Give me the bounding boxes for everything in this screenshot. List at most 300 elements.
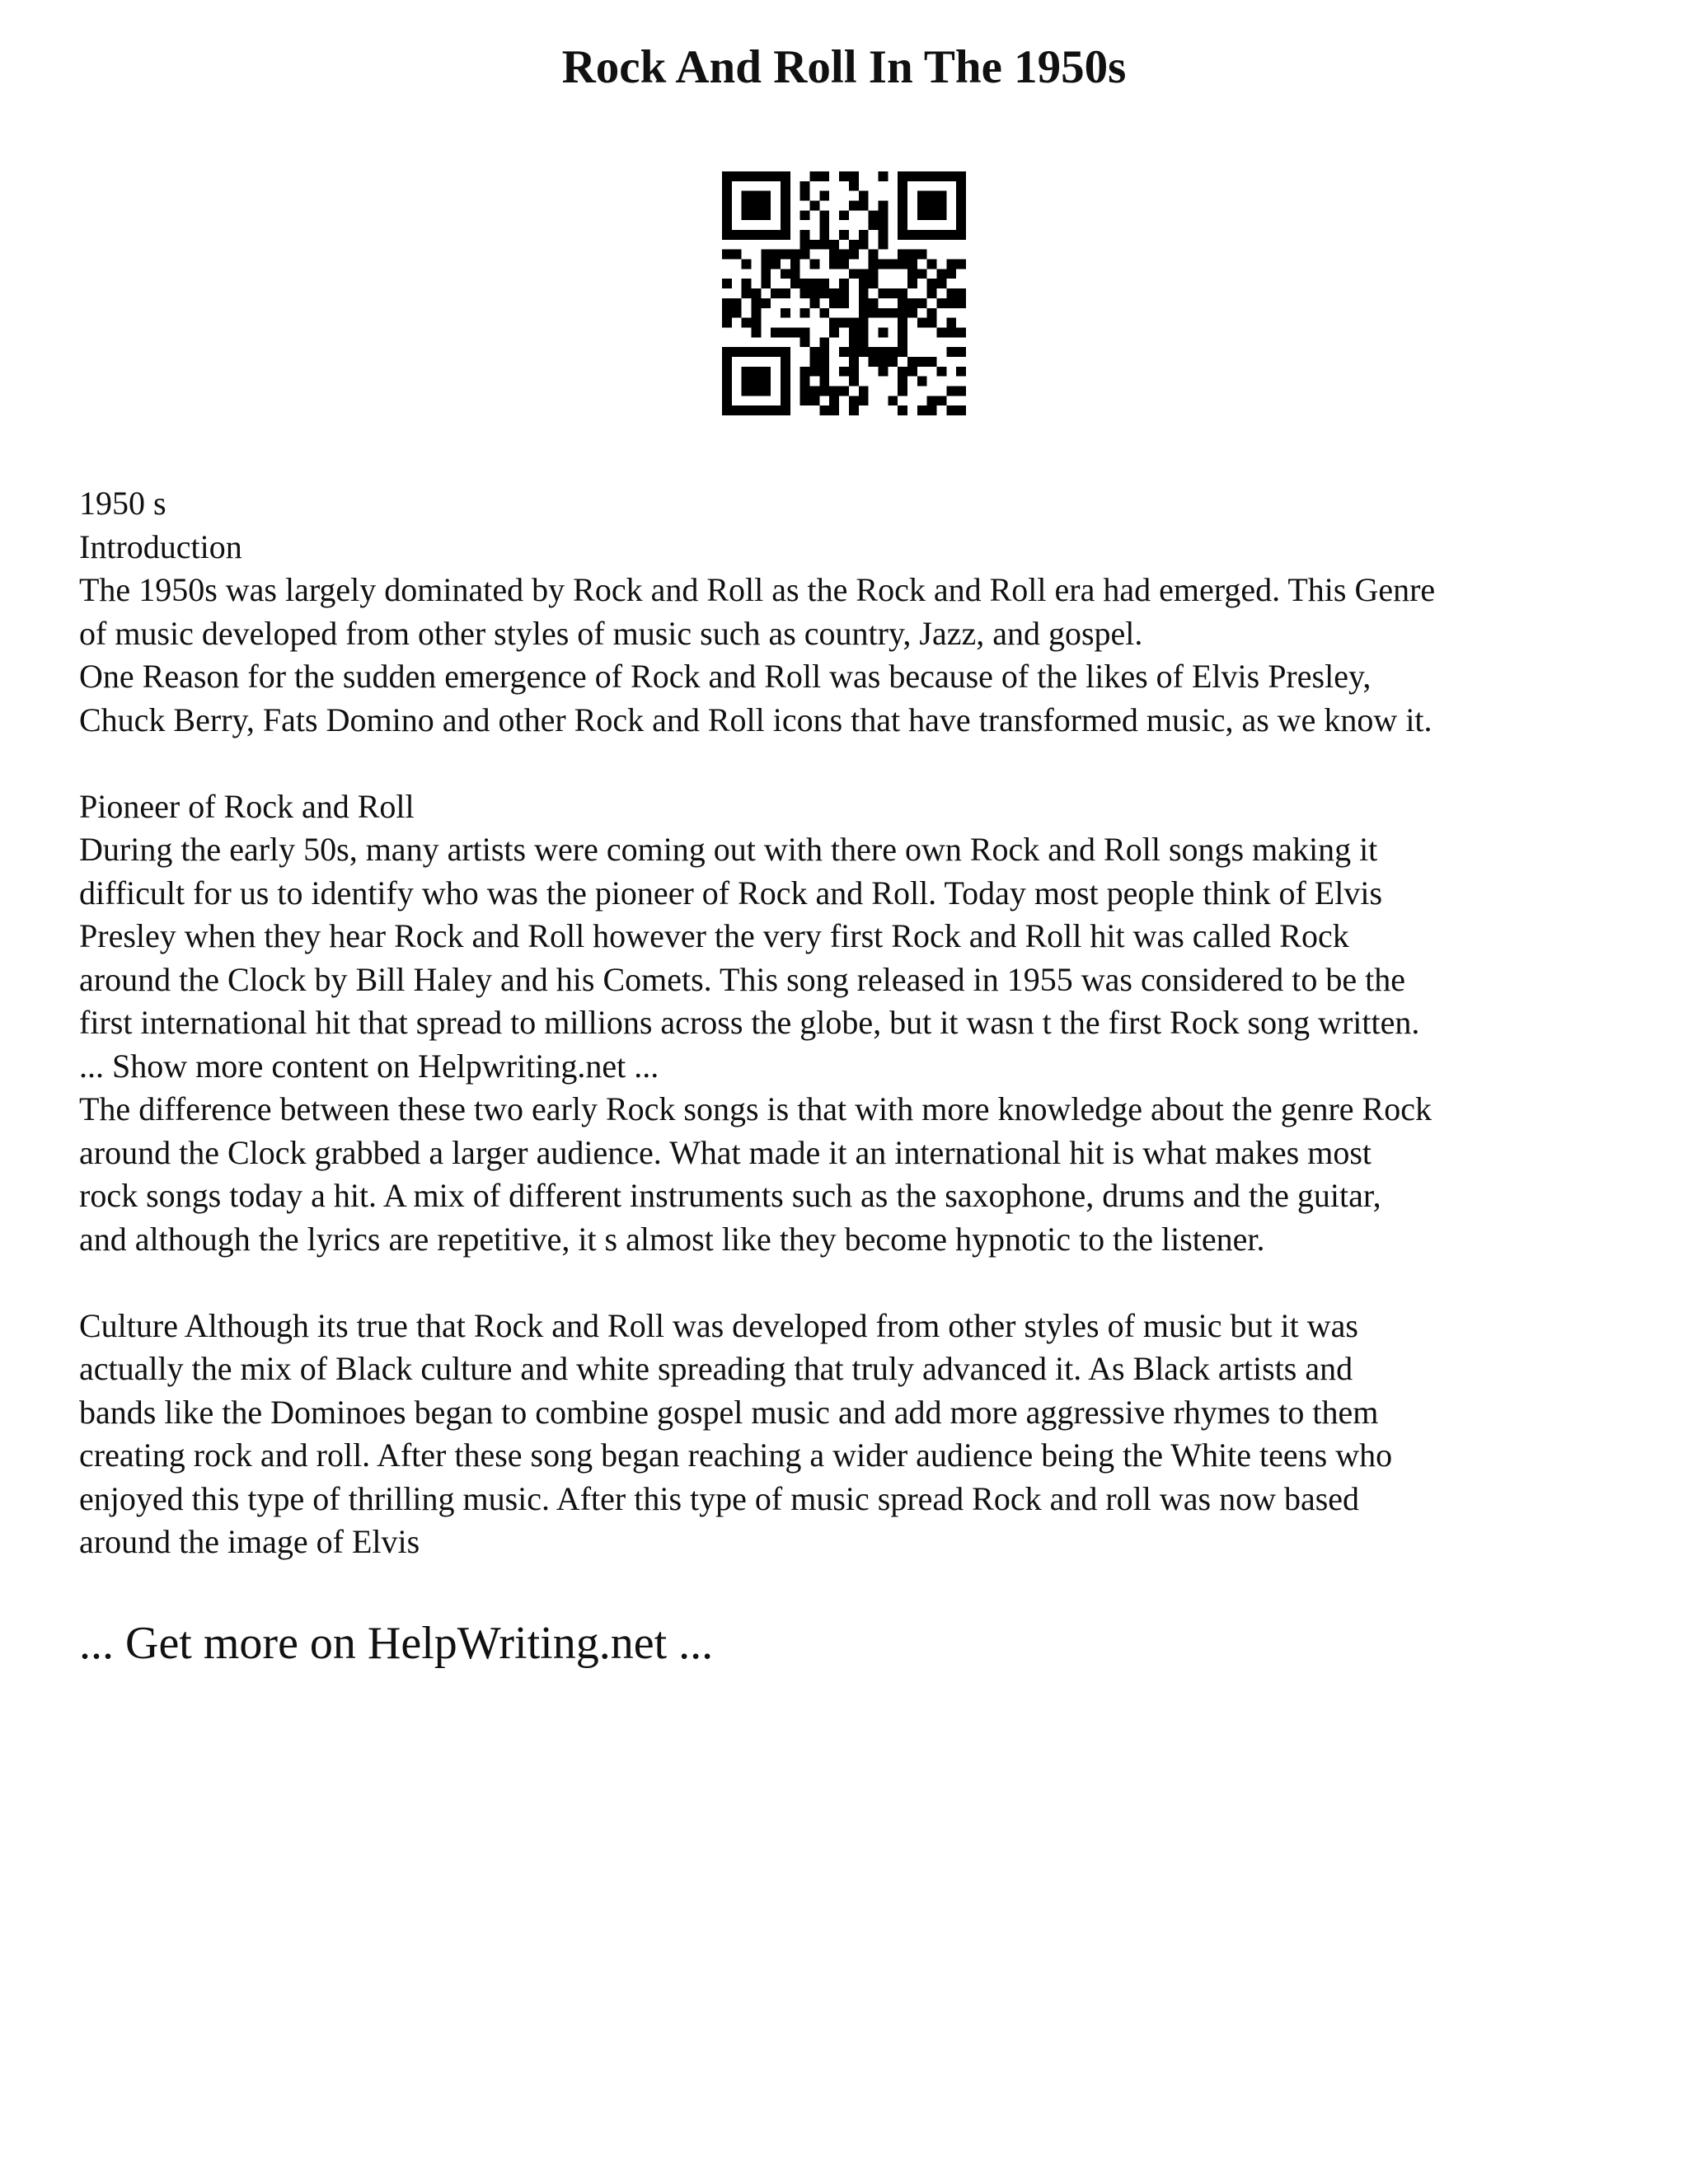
qr-module: [810, 171, 820, 181]
qr-module: [907, 279, 917, 288]
qr-module: [869, 269, 879, 279]
qr-module: [819, 337, 829, 347]
qr-module: [800, 181, 810, 191]
qr-module: [752, 318, 762, 328]
qr-module: [810, 240, 820, 250]
qr-module: [869, 210, 879, 220]
qr-module: [898, 230, 907, 240]
qr-module: [917, 191, 927, 201]
qr-module: [732, 347, 742, 357]
qr-module: [781, 210, 790, 220]
qr-module: [849, 269, 859, 279]
qr-module: [742, 405, 752, 415]
qr-module: [800, 210, 810, 220]
qr-module: [859, 396, 869, 405]
qr-module: [869, 250, 879, 260]
qr-module: [781, 171, 790, 181]
qr-module: [946, 386, 956, 396]
qr-module: [898, 260, 907, 269]
qr-module: [917, 298, 927, 308]
qr-module: [829, 298, 839, 308]
qr-module: [722, 171, 732, 181]
text-line: Chuck Berry, Fats Domino and other Rock and Roll icons that have transformed music, as we know it.: [79, 701, 1432, 738]
qr-module: [839, 347, 849, 357]
qr-module: [722, 405, 732, 415]
qr-module: [839, 210, 849, 220]
qr-module: [761, 210, 771, 220]
qr-module: [898, 298, 907, 308]
qr-module: [771, 260, 781, 269]
qr-module: [722, 279, 732, 288]
qr-module: [829, 318, 839, 328]
qr-module: [722, 318, 732, 328]
qr-module: [946, 171, 956, 181]
qr-module: [956, 201, 966, 211]
qr-module: [849, 171, 859, 181]
qr-module: [742, 210, 752, 220]
qr-module: [819, 367, 829, 377]
qr-module: [859, 308, 869, 318]
qr-module: [752, 191, 762, 201]
qr-module: [781, 347, 790, 357]
qr-module: [869, 357, 879, 367]
qr-module: [800, 308, 810, 318]
qr-module: [722, 220, 732, 230]
qr-module: [781, 250, 790, 260]
qr-module: [810, 279, 820, 288]
qr-module: [898, 318, 907, 328]
qr-module: [722, 181, 732, 191]
qr-module: [761, 279, 771, 288]
qr-module: [742, 318, 752, 328]
qr-module: [956, 386, 966, 396]
qr-module: [732, 308, 742, 318]
qr-module: [742, 386, 752, 396]
qr-module: [819, 191, 829, 201]
qr-module: [761, 230, 771, 240]
qr-module: [810, 396, 820, 405]
qr-module: [722, 367, 732, 377]
qr-module: [917, 269, 927, 279]
qr-module: [790, 279, 800, 288]
qr-module: [781, 220, 790, 230]
qr-module: [927, 396, 937, 405]
text-line: Presley when they hear Rock and Roll however the very first Rock and Roll hit was called Rock: [79, 917, 1349, 954]
text-line: The 1950s was largely dominated by Rock and Roll as the Rock and Roll era had emerged. This Genre: [79, 571, 1436, 608]
qr-module: [781, 201, 790, 211]
qr-module: [810, 288, 820, 298]
qr-module: [927, 191, 937, 201]
qr-module: [907, 357, 917, 367]
qr-module: [849, 347, 859, 357]
get-more-link[interactable]: ... Get more on HelpWriting.net ...: [79, 1618, 714, 1669]
qr-module: [800, 230, 810, 240]
qr-module: [878, 357, 888, 367]
qr-module: [752, 327, 762, 337]
text-line: rock songs today a hit. A mix of different instruments such as the saxophone, drums and the guitar,: [79, 1177, 1381, 1214]
qr-module: [819, 240, 829, 250]
qr-module: [936, 396, 946, 405]
qr-module: [936, 367, 946, 377]
qr-module: [790, 269, 800, 279]
qr-module: [917, 318, 927, 328]
qr-module: [946, 269, 956, 279]
qr-module: [810, 357, 820, 367]
qr-module: [898, 377, 907, 387]
qr-module: [829, 240, 839, 250]
qr-module: [849, 377, 859, 387]
qr-module: [859, 386, 869, 396]
qr-module: [946, 230, 956, 240]
qr-module: [742, 279, 752, 288]
qr-module: [819, 279, 829, 288]
qr-module: [927, 260, 937, 269]
qr-module: [800, 191, 810, 201]
qr-module: [898, 220, 907, 230]
qr-module: [839, 367, 849, 377]
qr-module: [761, 171, 771, 181]
qr-module: [888, 347, 898, 357]
qr-module: [781, 230, 790, 240]
qr-module: [927, 210, 937, 220]
qr-module: [752, 308, 762, 318]
qr-module: [819, 288, 829, 298]
qr-module: [761, 269, 771, 279]
qr-module: [839, 318, 849, 328]
culture-paragraph: [79, 1305, 1629, 1564]
qr-module: [946, 347, 956, 357]
qr-module: [878, 240, 888, 250]
qr-module: [936, 298, 946, 308]
qr-module: [761, 250, 771, 260]
qr-module: [800, 377, 810, 387]
qr-module: [917, 230, 927, 240]
qr-module: [849, 240, 859, 250]
qr-module: [781, 377, 790, 387]
qr-module: [936, 191, 946, 201]
qr-module: [849, 367, 859, 377]
qr-module: [859, 337, 869, 347]
text-line: first international hit that spread to millions across the globe, but it wasn t the first Rock song written.: [79, 1004, 1420, 1041]
text-line: around the image of Elvis: [79, 1523, 420, 1560]
qr-module: [878, 288, 888, 298]
qr-module: [742, 191, 752, 201]
qr-module: [732, 230, 742, 240]
qr-module: [898, 337, 907, 347]
qr-module: [917, 171, 927, 181]
text-line: Culture Although its true that Rock and Roll was developed from other styles of music but it was: [79, 1306, 1358, 1344]
qr-module: [742, 377, 752, 387]
qr-module: [819, 308, 829, 318]
text-line: of music developed from other styles of music such as country, Jazz, and gospel.: [79, 614, 1143, 652]
qr-module: [869, 308, 879, 318]
qr-module: [829, 386, 839, 396]
qr-module: [859, 240, 869, 250]
qr-module: [771, 250, 781, 260]
qr-module: [898, 405, 907, 415]
qr-module: [849, 405, 859, 415]
qr-module: [956, 230, 966, 240]
text-line: One Reason for the sudden emergence of Rock and Roll was because of the likes of Elvis Presley,: [79, 658, 1372, 695]
qr-module: [810, 298, 820, 308]
qr-module: [956, 210, 966, 220]
qr-module: [752, 367, 762, 377]
qr-module: [859, 269, 869, 279]
qr-module: [956, 288, 966, 298]
qr-module: [800, 250, 810, 260]
qr-module: [761, 298, 771, 308]
qr-module: [839, 298, 849, 308]
qr-module: [859, 230, 869, 240]
qr-module: [742, 201, 752, 211]
qr-module: [936, 269, 946, 279]
qr-module: [819, 347, 829, 357]
qr-module: [878, 308, 888, 318]
qr-module: [859, 288, 869, 298]
qr-module: [752, 405, 762, 415]
qr-module: [752, 210, 762, 220]
qr-module: [898, 210, 907, 220]
qr-module: [781, 269, 790, 279]
qr-module: [849, 318, 859, 328]
qr-module: [869, 279, 879, 288]
text-line: bands like the Dominoes began to combine gospel music and add more aggressive rhymes to them: [79, 1393, 1379, 1431]
qr-module: [878, 201, 888, 211]
qr-module: [781, 191, 790, 201]
difference-paragraph: [79, 1088, 1629, 1261]
qr-module: [800, 288, 810, 298]
qr-module: [907, 269, 917, 279]
qr-module: [898, 181, 907, 191]
qr-module: [761, 260, 771, 269]
paragraph-gap: [79, 1261, 1629, 1305]
qr-module: [800, 240, 810, 250]
qr-module: [781, 308, 790, 318]
qr-module: [878, 327, 888, 337]
qr-module: [761, 201, 771, 211]
qr-module: [810, 386, 820, 396]
qr-module: [819, 405, 829, 415]
qr-module: [800, 367, 810, 377]
qr-module: [956, 260, 966, 269]
qr-module: [781, 367, 790, 377]
qr-module: [800, 327, 810, 337]
qr-module: [956, 220, 966, 230]
qr-module: [849, 201, 859, 211]
qr-module: [859, 279, 869, 288]
qr-module: [859, 318, 869, 328]
qr-module: [819, 386, 829, 396]
paragraph-gap: [79, 742, 1629, 785]
qr-module: [927, 308, 937, 318]
qr-module: [956, 181, 966, 191]
qr-module: [878, 220, 888, 230]
qr-module: [859, 201, 869, 211]
qr-module: [839, 386, 849, 396]
qr-module: [859, 191, 869, 201]
qr-module: [849, 181, 859, 191]
qr-module: [869, 260, 879, 269]
text-line: creating rock and roll. After these song began reaching a wider audience being the White teens who: [79, 1436, 1393, 1474]
document-body: [79, 482, 1629, 1564]
pioneer-paragraph: [79, 828, 1629, 1045]
qr-module: [869, 220, 879, 230]
qr-module: [907, 367, 917, 377]
qr-module: [761, 191, 771, 201]
intro-paragraph: [79, 569, 1629, 742]
qr-module: [752, 386, 762, 396]
qr-module: [771, 347, 781, 357]
qr-module: [898, 308, 907, 318]
qr-module: [732, 250, 742, 260]
qr-module: [742, 347, 752, 357]
qr-module: [790, 260, 800, 269]
qr-module: [878, 367, 888, 377]
qr-module: [819, 377, 829, 387]
qr-module: [771, 327, 781, 337]
qr-module: [722, 298, 732, 308]
qr-module: [742, 230, 752, 240]
text-line: difficult for us to identify who was the pioneer of Rock and Roll. Today most people think of Elvis: [79, 874, 1383, 912]
qr-module: [917, 405, 927, 415]
qr-module: [927, 279, 937, 288]
qr-module: [907, 298, 917, 308]
qr-module: [810, 260, 820, 269]
qr-module: [927, 201, 937, 211]
qr-module: [771, 288, 781, 298]
qr-module: [946, 318, 956, 328]
qr-module: [722, 191, 732, 201]
show-more-link[interactable]: ... Show more content on Helpwriting.net ...: [79, 1047, 659, 1085]
heading-pioneer: Pioneer of Rock and Roll: [79, 787, 415, 825]
qr-module: [752, 171, 762, 181]
qr-module: [917, 201, 927, 211]
qr-module: [956, 298, 966, 308]
qr-module: [839, 260, 849, 269]
qr-module: [956, 171, 966, 181]
qr-module: [878, 210, 888, 220]
qr-module: [888, 308, 898, 318]
qr-module: [917, 210, 927, 220]
qr-module: [859, 298, 869, 308]
qr-module: [761, 386, 771, 396]
qr-module: [800, 337, 810, 347]
qr-module: [819, 220, 829, 230]
qr-module: [761, 347, 771, 357]
qr-module: [781, 386, 790, 396]
qr-module: [722, 386, 732, 396]
qr-module: [849, 327, 859, 337]
qr-module: [839, 230, 849, 240]
qr-module: [829, 327, 839, 337]
qr-module: [752, 377, 762, 387]
qr-module: [781, 288, 790, 298]
qr-module: [829, 250, 839, 260]
qr-module: [829, 405, 839, 415]
qr-module: [907, 308, 917, 318]
qr-module: [907, 250, 917, 260]
qr-module: [956, 191, 966, 201]
text-line: around the Clock grabbed a larger audience. What made it an international hit is what makes most: [79, 1133, 1372, 1171]
qr-module: [722, 230, 732, 240]
qr-module: [742, 367, 752, 377]
qr-module: [781, 357, 790, 367]
qr-module: [927, 171, 937, 181]
qr-module: [936, 230, 946, 240]
qr-module: [878, 230, 888, 240]
qr-module: [946, 260, 956, 269]
qr-module: [742, 171, 752, 181]
qr-module: [878, 260, 888, 269]
qr-module: [936, 210, 946, 220]
qr-module: [732, 171, 742, 181]
text-line: The difference between these two early Rock songs is that with more knowledge about the genre Rock: [79, 1090, 1432, 1127]
qr-module: [810, 347, 820, 357]
qr-module: [936, 327, 946, 337]
qr-code-icon: [722, 171, 966, 415]
qr-module: [917, 377, 927, 387]
qr-module: [722, 377, 732, 387]
qr-module: [790, 327, 800, 337]
qr-module: [859, 347, 869, 357]
text-line: actually the mix of Black culture and white spreading that truly advanced it. As Black artists and: [79, 1350, 1353, 1387]
qr-module: [898, 386, 907, 396]
qr-module: [810, 201, 820, 211]
qr-module: [722, 396, 732, 405]
qr-module: [722, 201, 732, 211]
qr-module: [752, 288, 762, 298]
qr-module: [898, 347, 907, 357]
qr-module: [722, 347, 732, 357]
qr-module: [839, 171, 849, 181]
qr-module: [771, 171, 781, 181]
text-line: enjoyed this type of thrilling music. After this type of music spread Rock and roll was now based: [79, 1479, 1360, 1517]
qr-module: [936, 171, 946, 181]
qr-module: [819, 230, 829, 240]
qr-module: [869, 298, 879, 308]
qr-module: [800, 386, 810, 396]
qr-module: [819, 210, 829, 220]
qr-module: [849, 337, 859, 347]
qr-module: [800, 279, 810, 288]
qr-module: [878, 171, 888, 181]
qr-module: [849, 250, 859, 260]
qr-module: [927, 357, 937, 367]
qr-module: [752, 298, 762, 308]
qr-module: [898, 327, 907, 337]
qr-module: [927, 318, 937, 328]
qr-module: [839, 288, 849, 298]
qr-module: [722, 357, 732, 367]
qr-module: [781, 396, 790, 405]
qr-module: [907, 260, 917, 269]
qr-module: [956, 327, 966, 337]
qr-module: [742, 288, 752, 298]
qr-module: [781, 181, 790, 191]
qr-module: [849, 357, 859, 367]
qr-module: [956, 347, 966, 357]
qr-module: [898, 171, 907, 181]
qr-module: [898, 250, 907, 260]
qr-module: [829, 260, 839, 269]
qr-module: [936, 279, 946, 288]
qr-module: [800, 396, 810, 405]
qr-module: [946, 298, 956, 308]
qr-module: [732, 298, 742, 308]
document-title: Rock And Roll In The 1950s: [561, 41, 1127, 93]
qr-module: [946, 327, 956, 337]
qr-module: [927, 230, 937, 240]
